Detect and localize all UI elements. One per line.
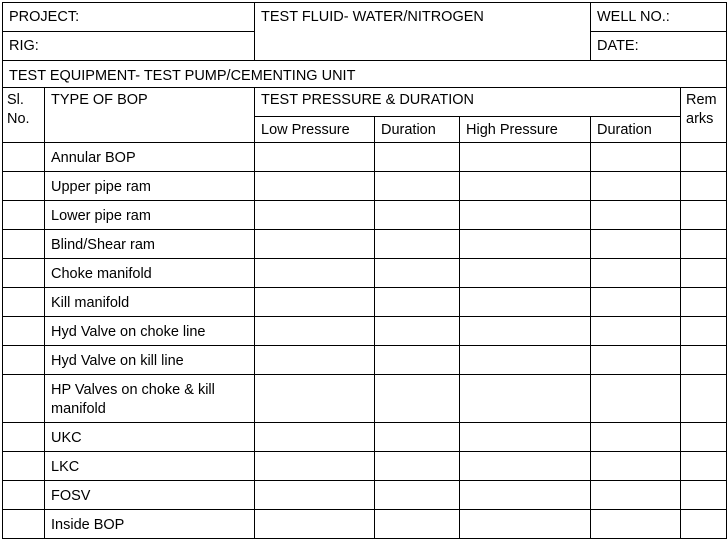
duration-cell-1[interactable] bbox=[375, 481, 460, 510]
low-pressure-cell[interactable] bbox=[255, 201, 375, 230]
low-pressure-cell[interactable] bbox=[255, 288, 375, 317]
remarks-cell[interactable] bbox=[681, 288, 727, 317]
date-field[interactable] bbox=[591, 32, 727, 61]
bop-type-cell: Choke manifold bbox=[45, 259, 255, 288]
duration-cell-1[interactable] bbox=[375, 230, 460, 259]
table-row bbox=[3, 423, 727, 452]
low-pressure-cell[interactable] bbox=[255, 510, 375, 539]
low-pressure-cell[interactable] bbox=[255, 143, 375, 172]
sl-cell[interactable] bbox=[3, 317, 45, 346]
remarks-cell[interactable] bbox=[681, 423, 727, 452]
sl-cell[interactable] bbox=[3, 143, 45, 172]
table-row bbox=[3, 201, 727, 230]
low-pressure-cell[interactable] bbox=[255, 452, 375, 481]
bop-type-cell: Annular BOP bbox=[45, 143, 255, 172]
remarks-cell[interactable] bbox=[681, 317, 727, 346]
bop-test-table bbox=[2, 2, 727, 539]
remarks-header-line2: arks bbox=[686, 111, 714, 127]
duration-label-2: Duration bbox=[597, 122, 652, 138]
bop-type-cell: Hyd Valve on kill line bbox=[45, 346, 255, 375]
duration-cell-2[interactable] bbox=[591, 317, 681, 346]
low-pressure-cell[interactable] bbox=[255, 423, 375, 452]
high-pressure-cell[interactable] bbox=[460, 375, 591, 423]
sl-header-line1: Sl. bbox=[7, 92, 24, 108]
duration-cell-1[interactable] bbox=[375, 143, 460, 172]
duration-cell-2[interactable] bbox=[591, 346, 681, 375]
duration-cell-1[interactable] bbox=[375, 346, 460, 375]
duration-cell-1[interactable] bbox=[375, 423, 460, 452]
high-pressure-cell[interactable] bbox=[460, 143, 591, 172]
high-pressure-cell[interactable] bbox=[460, 288, 591, 317]
bop-type-cell: FOSV bbox=[45, 481, 255, 510]
sl-cell[interactable] bbox=[3, 201, 45, 230]
duration-cell-2[interactable] bbox=[591, 288, 681, 317]
sl-cell[interactable] bbox=[3, 346, 45, 375]
high-pressure-cell[interactable] bbox=[460, 201, 591, 230]
duration-cell-1[interactable] bbox=[375, 172, 460, 201]
rig-field[interactable] bbox=[3, 32, 255, 61]
low-pressure-label: Low Pressure bbox=[261, 122, 350, 138]
table-row bbox=[3, 346, 727, 375]
test-fluid-label: TEST FLUID- WATER/NITROGEN bbox=[261, 9, 484, 25]
table-row bbox=[3, 143, 727, 172]
sl-cell[interactable] bbox=[3, 288, 45, 317]
table-row bbox=[3, 510, 727, 539]
duration-cell-2[interactable] bbox=[591, 481, 681, 510]
remarks-cell[interactable] bbox=[681, 375, 727, 423]
duration-cell-1[interactable] bbox=[375, 452, 460, 481]
duration-cell-2[interactable] bbox=[591, 143, 681, 172]
duration-cell-1[interactable] bbox=[375, 288, 460, 317]
high-pressure-label: High Pressure bbox=[466, 122, 558, 138]
bop-type-cell: Upper pipe ram bbox=[45, 172, 255, 201]
low-pressure-cell[interactable] bbox=[255, 317, 375, 346]
duration-cell-1[interactable] bbox=[375, 375, 460, 423]
sl-cell[interactable] bbox=[3, 510, 45, 539]
high-pressure-cell[interactable] bbox=[460, 346, 591, 375]
column-header-row-1 bbox=[3, 88, 727, 117]
remarks-header-line1: Rem bbox=[686, 92, 717, 108]
sl-cell[interactable] bbox=[3, 452, 45, 481]
table-row bbox=[3, 481, 727, 510]
remarks-cell[interactable] bbox=[681, 510, 727, 539]
table-row bbox=[3, 172, 727, 201]
remarks-cell[interactable] bbox=[681, 346, 727, 375]
duration-cell-2[interactable] bbox=[591, 423, 681, 452]
low-pressure-cell[interactable] bbox=[255, 259, 375, 288]
project-label: PROJECT: bbox=[9, 9, 80, 25]
bop-type-cell: Lower pipe ram bbox=[45, 201, 255, 230]
test-equipment-cell bbox=[3, 61, 727, 88]
test-fluid-cell bbox=[255, 3, 591, 61]
duration-cell-2[interactable] bbox=[591, 259, 681, 288]
duration-cell-1[interactable] bbox=[375, 201, 460, 230]
sl-cell[interactable] bbox=[3, 172, 45, 201]
test-pressure-duration-label: TEST PRESSURE & DURATION bbox=[261, 92, 474, 108]
high-pressure-cell[interactable] bbox=[460, 317, 591, 346]
remarks-cell[interactable] bbox=[681, 201, 727, 230]
low-pressure-header bbox=[255, 117, 375, 143]
bop-type-cell: UKC bbox=[45, 423, 255, 452]
bop-type-cell: Hyd Valve on choke line bbox=[45, 317, 255, 346]
high-pressure-cell[interactable] bbox=[460, 510, 591, 539]
test-pressure-duration-header bbox=[255, 88, 681, 117]
sl-header-line2: No. bbox=[7, 111, 30, 127]
sl-cell[interactable] bbox=[3, 423, 45, 452]
low-pressure-cell[interactable] bbox=[255, 481, 375, 510]
bop-type-cell: Kill manifold bbox=[45, 288, 255, 317]
remarks-cell[interactable] bbox=[681, 452, 727, 481]
sl-cell[interactable] bbox=[3, 375, 45, 423]
type-of-bop-label: TYPE OF BOP bbox=[51, 92, 148, 108]
table-row bbox=[3, 317, 727, 346]
duration-cell-2[interactable] bbox=[591, 230, 681, 259]
table-row bbox=[3, 259, 727, 288]
table-row bbox=[3, 288, 727, 317]
header-row-project bbox=[3, 3, 727, 32]
high-pressure-header bbox=[460, 117, 591, 143]
high-pressure-cell[interactable] bbox=[460, 172, 591, 201]
test-equipment-label: TEST EQUIPMENT- TEST PUMP/CEMENTING UNIT bbox=[9, 68, 356, 84]
table-row bbox=[3, 230, 727, 259]
remarks-header bbox=[681, 88, 727, 143]
low-pressure-cell[interactable] bbox=[255, 346, 375, 375]
duration-header-1 bbox=[375, 117, 460, 143]
sl-cell[interactable] bbox=[3, 230, 45, 259]
high-pressure-cell[interactable] bbox=[460, 259, 591, 288]
bop-type-cell: Inside BOP bbox=[45, 510, 255, 539]
bop-type-cell: HP Valves on choke & kill manifold bbox=[45, 375, 255, 423]
duration-cell-1[interactable] bbox=[375, 510, 460, 539]
low-pressure-cell[interactable] bbox=[255, 230, 375, 259]
low-pressure-cell[interactable] bbox=[255, 172, 375, 201]
date-label: DATE: bbox=[597, 38, 639, 54]
high-pressure-cell[interactable] bbox=[460, 452, 591, 481]
project-field[interactable] bbox=[3, 3, 255, 32]
table-row bbox=[3, 375, 727, 423]
high-pressure-cell[interactable] bbox=[460, 423, 591, 452]
bop-type-cell: Blind/Shear ram bbox=[45, 230, 255, 259]
sl-cell[interactable] bbox=[3, 259, 45, 288]
test-equipment-row bbox=[3, 61, 727, 88]
duration-label-1: Duration bbox=[381, 122, 436, 138]
duration-cell-2[interactable] bbox=[591, 172, 681, 201]
low-pressure-cell[interactable] bbox=[255, 375, 375, 423]
high-pressure-cell[interactable] bbox=[460, 230, 591, 259]
duration-cell-2[interactable] bbox=[591, 452, 681, 481]
duration-cell-2[interactable] bbox=[591, 510, 681, 539]
sl-no-header bbox=[3, 88, 45, 143]
well-no-label: WELL NO.: bbox=[597, 9, 670, 25]
duration-header-2 bbox=[591, 117, 681, 143]
rig-label: RIG: bbox=[9, 38, 39, 54]
bop-type-cell: LKC bbox=[45, 452, 255, 481]
remarks-cell[interactable] bbox=[681, 259, 727, 288]
sl-cell[interactable] bbox=[3, 481, 45, 510]
duration-cell-2[interactable] bbox=[591, 201, 681, 230]
remarks-cell[interactable] bbox=[681, 230, 727, 259]
remarks-cell[interactable] bbox=[681, 172, 727, 201]
well-no-field[interactable] bbox=[591, 3, 727, 32]
remarks-cell[interactable] bbox=[681, 143, 727, 172]
type-of-bop-header bbox=[45, 88, 255, 143]
duration-cell-1[interactable] bbox=[375, 259, 460, 288]
duration-cell-2[interactable] bbox=[591, 375, 681, 423]
table-row bbox=[3, 452, 727, 481]
bop-test-form bbox=[2, 2, 726, 546]
duration-cell-1[interactable] bbox=[375, 317, 460, 346]
remarks-cell[interactable] bbox=[681, 481, 727, 510]
high-pressure-cell[interactable] bbox=[460, 481, 591, 510]
